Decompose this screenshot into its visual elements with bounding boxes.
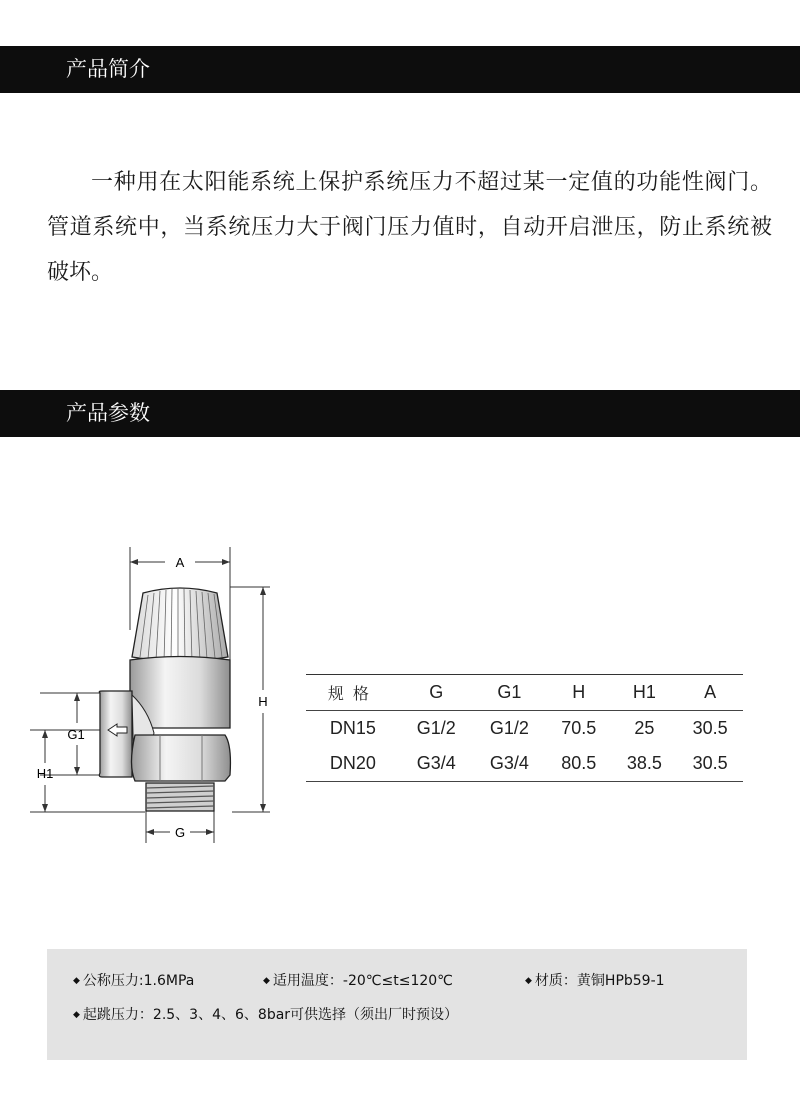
table-cell: 25 <box>634 718 655 738</box>
label-h1: H1 <box>36 766 54 781</box>
section-header-intro <box>0 46 800 93</box>
table-cell: G3/4 <box>416 753 456 773</box>
spec-info-box <box>47 949 747 1060</box>
section-title: 产品简介 <box>66 57 150 81</box>
table-cell: 38.5 <box>626 753 662 773</box>
dimension-h1 <box>37 730 54 812</box>
table-cell: 30.5 <box>692 718 728 738</box>
table-row <box>306 746 743 782</box>
column-header: H <box>572 682 586 702</box>
table-cell: 70.5 <box>561 718 597 738</box>
section-title: 产品参数 <box>66 401 150 425</box>
column-header: H1 <box>632 682 656 702</box>
info-material-text: 材质：黄铜HPb59-1 <box>534 973 665 989</box>
info-pressure <box>73 970 194 990</box>
spec-table <box>306 674 743 782</box>
valve-body <box>99 588 230 811</box>
intro-paragraph: 一种用在太阳能系统上保护系统压力不超过某一定值的功能性阀门。管道系统中，当系统压力大于阀门压力值时，自动开启泄压，防止系统被破坏。 <box>47 170 772 285</box>
table-cell: DN20 <box>329 753 376 773</box>
table-cell: G1/2 <box>489 718 529 738</box>
valve-drawing <box>20 545 280 845</box>
column-header: 规格 <box>327 684 378 703</box>
table-row <box>306 711 743 747</box>
dimension-g1 <box>67 693 84 775</box>
label-g1: G1 <box>67 727 85 742</box>
table-header-row <box>306 675 743 711</box>
dimension-a <box>130 555 230 570</box>
table-cell: DN15 <box>329 718 376 738</box>
label-a: A <box>175 555 185 570</box>
section-header-params <box>0 390 800 437</box>
info-pressure-text: 公称压力:1.6MPa <box>82 973 195 989</box>
table-cell: 80.5 <box>561 753 597 773</box>
table-cell: G3/4 <box>489 753 529 773</box>
table-cell: 30.5 <box>692 753 728 773</box>
label-g: G <box>174 825 186 840</box>
column-header: G1 <box>497 682 522 702</box>
bullet-icon: ◆ <box>263 976 270 986</box>
info-line-2 <box>73 1004 458 1024</box>
bullet-icon: ◆ <box>525 976 532 986</box>
dimension-h <box>258 587 267 812</box>
label-h: H <box>258 694 268 709</box>
dimension-g <box>146 825 214 840</box>
bullet-icon: ◆ <box>73 1010 80 1020</box>
column-header: A <box>704 682 717 702</box>
info-material <box>525 970 665 990</box>
bullet-icon: ◆ <box>73 976 80 986</box>
info-temperature-text: 适用温度：-20℃≤t≤120℃ <box>272 973 453 989</box>
info-set-pressure-text: 起跳压力：2.5、3、4、6、8bar可供选择（须出厂时预设） <box>82 1007 459 1023</box>
info-temperature <box>263 970 453 990</box>
table-cell: G1/2 <box>416 718 456 738</box>
column-header: G <box>429 682 444 702</box>
